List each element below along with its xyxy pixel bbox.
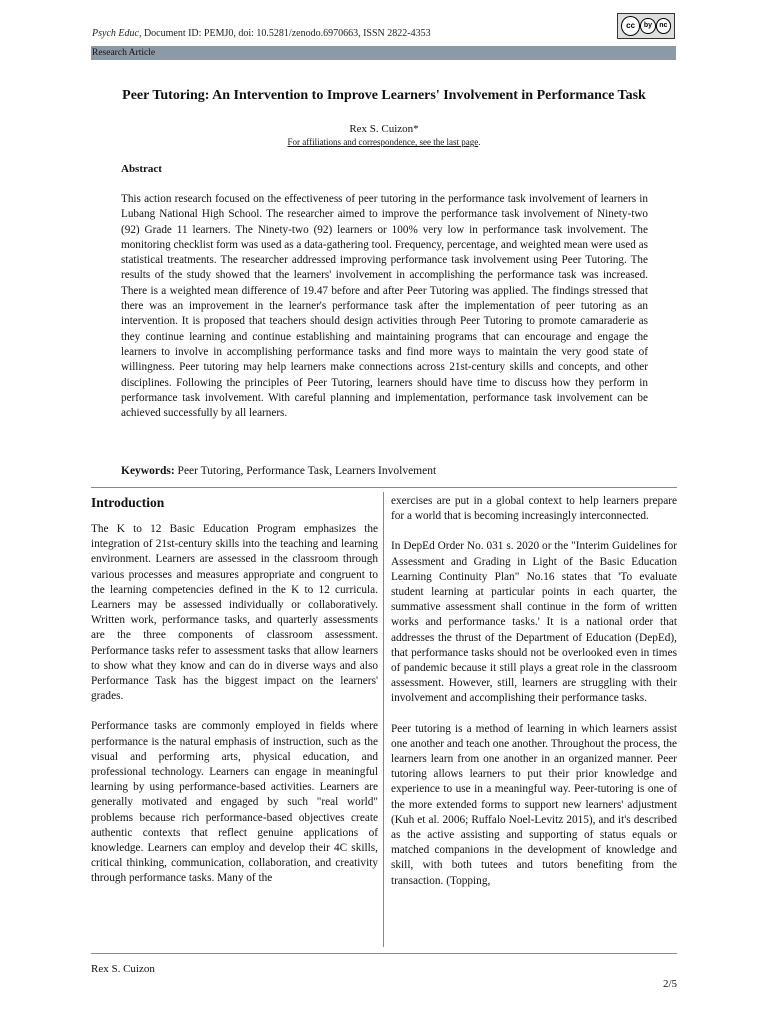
- author-name: Rex S. Cuizon*: [349, 123, 419, 135]
- footer-author: Rex S. Cuizon: [91, 963, 155, 975]
- paragraph: The K to 12 Basic Education Program emphasizes the integration of 21st-century skills into the teaching and learning environment. Learners are assessed in the classroom through various processes and measures appropriate and congruent to the learning competencies defined in the K to 12 curricula. Learners may be assessed individually or collaboratively. Written work, performance tasks, and quarterly assessments are the three components of classroom assessment. Performance tasks refer to assessment tasks that allow learners to show what they know and can do in diverse ways and also Performance Task has the biggest impact on the learners' grades.: [91, 523, 378, 703]
- right-column: [391, 494, 677, 904]
- affiliation-link[interactable]: For affiliations and correspondence, see the last page: [287, 137, 479, 147]
- journal-header: [92, 28, 431, 39]
- keywords: [121, 465, 436, 477]
- affiliation-period: .: [478, 137, 481, 147]
- article-type: Research Article: [92, 48, 156, 58]
- left-column: [91, 494, 378, 902]
- affiliation-note: [0, 137, 768, 147]
- paragraph: In DepEd Order No. 031 s. 2020 or the "Interim Guidelines for Assessment and Grading in Light of the Basic Education Learning Continuity Plan" No.16 states that 'To evaluate student learning at particular points in each quarter, the summative assessment shall continue in the form of written works and performance tasks.' It is a national order that addresses the thrust of the Department of Education (DepEd), that performance tasks should not be overlooked even in times of pandemic because it still plays a great role in the classroom assessment. However, still, learners are struggling with their involvement and accomplishing their performance tasks.: [391, 540, 677, 705]
- footer-divider: [91, 953, 677, 954]
- paragraph: exercises are put in a global context to help learners prepare for a world that is becoming increasingly interconnected.: [391, 495, 677, 523]
- attribution-icon: by: [640, 18, 655, 34]
- paragraph: Performance tasks are commonly employed in fields where performance is the natural emphasis of instruction, such as the visual and performing arts, physical education, and professional technology. Learners can engage in meaningful learning by using performance-based activities. Learners are generally motivated and engaged by such "real world" problems because rich performance-based objectives create authentic contexts that reflect genuine applications of knowledge. Learners can employ and develop their 4C skills, critical thinking, communication, collaboration, and creativity through performance tasks. Many of the: [91, 720, 378, 885]
- abstract-text: This action research focused on the effectiveness of peer tutoring in the performance task involvement of learners in Lubang National High School. The researcher aimed to improve the performance task involvement of Ninety-two (92) Grade 11 learners. The Ninety-two (92) learners or 100% very low in performance task involvement. The monitoring checklist form was used as a data-gathering tool. Frequency, percentage, and weighted mean were used as statistical treatments. The researcher addressed improving performance task involvement using Peer Tutoring. The results of the study showed that the learners' involvement in accomplishing the performance task was increased. There is a weighted mean difference of 19.47 before and after Peer Tutoring was applied. The findings stressed that there was an improvement in the learner's performance task after the implementation of peer tutoring as an intervention. It is proposed that teachers should design activities through Peer Tutoring to promote camaraderie as they continue learning and continue establishing and maintaining programs that can encourage and engage the learners to involve in accomplishing performance tasks and find more ways to maintain the very good state of willingness. Peer tutoring may help learners make connections across 21st-century skills and concepts, and other disciplines. Following the principles of Peer Tutoring, learners should have time to discuss how they perform in performance task involvement. With careful planning and implementation, performance task involvement can be achieved successfully by all learners.: [121, 193, 648, 420]
- keywords-label: Keywords:: [121, 465, 175, 477]
- section-divider: [91, 487, 677, 488]
- abstract-heading: Abstract: [121, 163, 162, 175]
- paragraph: Peer tutoring is a method of learning in which learners assist one another and teach one another. Throughout the process, the learners learn from one another in an organized manner. Peer tutoring allows learners to put their prior knowledge and experience to use in a meaningful way. Peer-tutoring is one of the more extended forms to support new learners' adjustment (Kuh et al. 2006; Ruffalo Noel-Levitz 2015), and it's described as the active assisting and supporting of status equals or matched companions in the development of knowledge and skill, with both tutees and tutors benefiting from the transaction. (Topping,: [391, 722, 677, 887]
- introduction-heading: Introduction: [91, 495, 165, 510]
- column-divider: [383, 492, 384, 947]
- paper-title: Peer Tutoring: An Intervention to Improve Learners' Involvement in Performance Task: [122, 88, 646, 103]
- cc-license-badge[interactable]: [617, 13, 675, 39]
- article-type-bar: [91, 46, 676, 60]
- journal-name: Psych Educ: [92, 28, 139, 39]
- journal-details: , Document ID: PEMJ0, doi: 10.5281/zenodo.6970663, ISSN 2822-4353: [138, 28, 431, 39]
- cc-icon: cc: [621, 16, 640, 36]
- page-number: 2/5: [662, 978, 677, 990]
- noncommercial-icon: nc: [656, 18, 671, 34]
- keywords-list: Peer Tutoring, Performance Task, Learners Involvement: [174, 465, 437, 477]
